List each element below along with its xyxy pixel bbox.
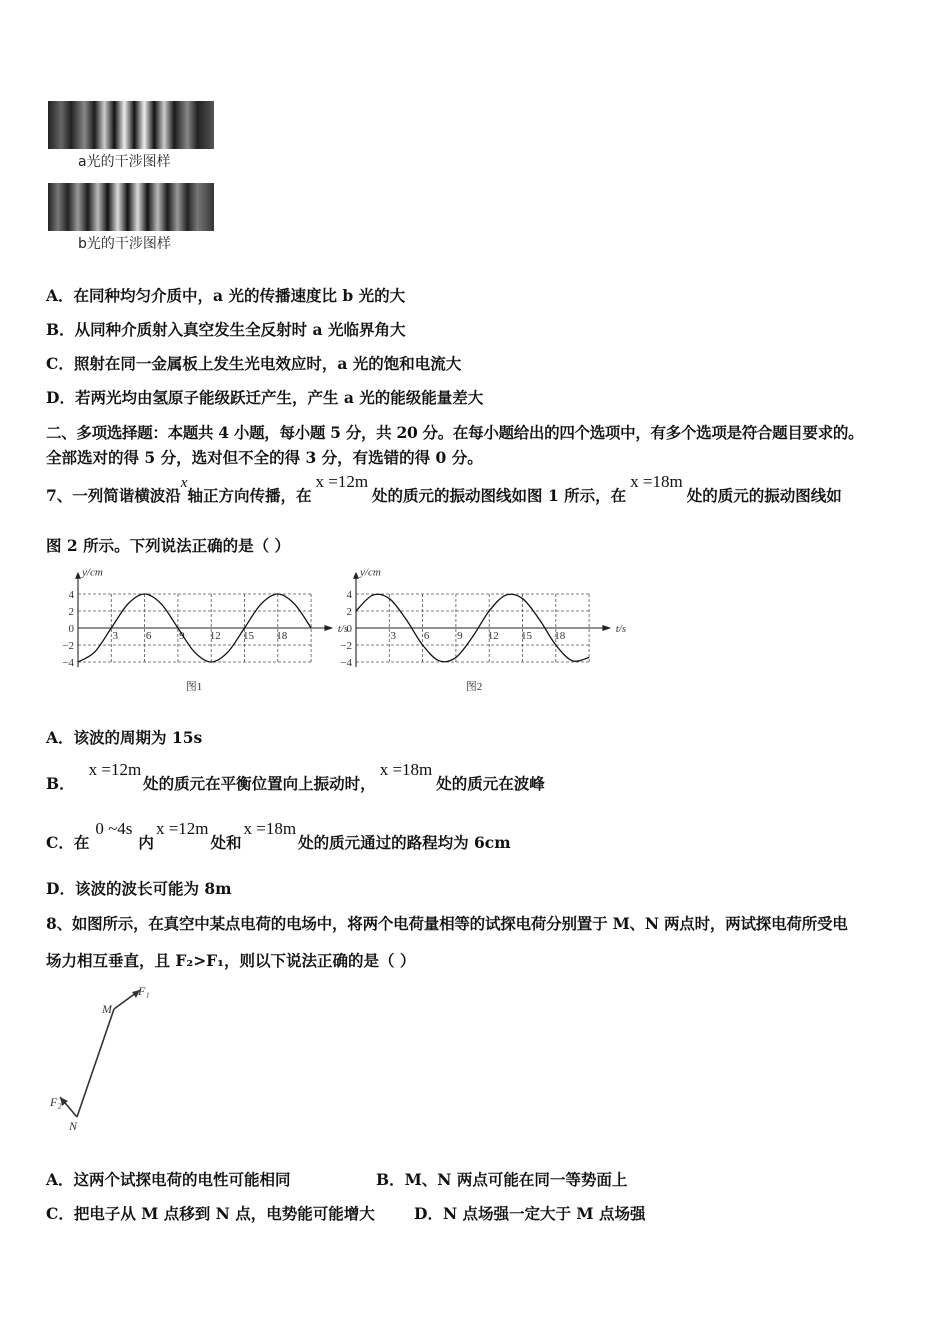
q8-option-c: C．把电子从 M 点移到 N 点，电势能可能增大 xyxy=(46,1204,375,1223)
q7-x-variable: x xyxy=(180,475,188,491)
x-tick-label: 12 xyxy=(209,630,221,642)
y-tick-label: 0 xyxy=(346,623,352,635)
f1-label: F₁ xyxy=(138,984,150,998)
q8-stem-line2: 场力相互垂直，且 F₂>F₁，则以下说法正确的是（ ） xyxy=(46,951,416,970)
y-tick-label: 4 xyxy=(346,589,352,601)
y-axis-label: y/cm xyxy=(360,566,381,579)
q6-option-b: B．从同种介质射入真空发生全反射时 a 光临界角大 xyxy=(46,320,406,339)
q8-field-figure xyxy=(44,980,174,1140)
q7-option-a: A．该波的周期为 15s xyxy=(46,728,203,747)
mn-line xyxy=(77,1009,114,1117)
x-tick-label: 3 xyxy=(112,630,119,642)
q7-option-c-in: 内 xyxy=(138,833,154,852)
y-axis-arrow xyxy=(353,572,359,579)
q7-option-c-x12: x =12m xyxy=(155,819,209,838)
x-tick-label: 12 xyxy=(487,630,499,642)
a-light-fringe-image xyxy=(48,101,214,149)
q8-option-b: B．M、N 两点可能在同一等势面上 xyxy=(376,1170,628,1189)
b-light-fringe-caption: b光的干涉图样 xyxy=(78,236,171,252)
y-tick-label: −4 xyxy=(62,657,74,669)
x-tick-label: 6 xyxy=(423,630,430,642)
q7-x18-formula: x =18m xyxy=(630,472,683,491)
q7-stem-part2: 轴正方向传播，在 xyxy=(187,486,312,505)
q7-option-c-range: 0 ~4s xyxy=(95,819,133,838)
q6-option-a: A．在同种均匀介质中，a 光的传播速度比 b 光的大 xyxy=(46,286,406,305)
y-axis-arrow xyxy=(75,572,81,579)
b-light-fringe-image xyxy=(48,183,214,231)
q7-option-b-label: B． xyxy=(46,774,75,793)
x-tick-label: 15 xyxy=(521,630,532,642)
figure-caption: 图1 xyxy=(185,681,203,693)
y-tick-label: −4 xyxy=(340,657,352,669)
y-tick-label: 2 xyxy=(68,606,74,618)
x-axis-arrow xyxy=(324,625,333,631)
y-tick-label: 4 xyxy=(68,589,74,601)
y-tick-label: 2 xyxy=(346,606,352,618)
a-light-fringe-caption: a光的干涉图样 xyxy=(78,154,171,170)
y-tick-label: −2 xyxy=(340,640,352,652)
point-n-label: N xyxy=(69,1119,78,1133)
q8-option-a: A．这两个试探电荷的电性可能相同 xyxy=(46,1170,291,1189)
q7-stem-part1: 7、一列简谐横波沿 xyxy=(46,486,181,505)
q7-option-b-end: 处的质元在波峰 xyxy=(436,774,545,793)
x-tick-label: 3 xyxy=(390,630,397,642)
q7-vibration-graphs xyxy=(44,562,644,702)
q7-option-c-and: 处和 xyxy=(210,833,242,852)
x-tick-label: 6 xyxy=(145,630,152,642)
x-axis-label: t/s xyxy=(615,623,627,635)
q7-option-c-label: C．在 xyxy=(46,833,90,852)
q7-option-c xyxy=(46,819,511,853)
y-axis-label: y/cm xyxy=(82,566,103,579)
q7-stem-part4: 处的质元的振动图线如 xyxy=(686,486,842,505)
figure-caption: 图2 xyxy=(465,681,483,693)
figure-1 xyxy=(62,566,348,693)
section2-heading-line2: 全部选对的得 5 分，选对但不全的得 3 分，有选错的得 0 分。 xyxy=(46,448,483,467)
q7-option-b xyxy=(46,760,545,794)
f2-label: F₂ xyxy=(50,1095,62,1109)
q7-option-b-x12: x =12m xyxy=(88,760,142,779)
x-tick-label: 18 xyxy=(276,630,288,642)
q7-option-c-end: 处的质元通过的路程均为 6cm xyxy=(298,833,511,852)
y-tick-label: −2 xyxy=(62,640,74,652)
q8-stem-line1: 8、如图所示，在真空中某点电荷的电场中，将两个电荷量相等的试探电荷分别置于 M、N 两点时，两试探电荷所受电 xyxy=(46,914,848,933)
x-tick-label: 15 xyxy=(243,630,254,642)
q7-stem-line1 xyxy=(46,472,842,507)
q7-stem-part3: 处的质元的振动图线如图 1 所示，在 xyxy=(372,486,627,505)
q7-x12-formula: x =12m xyxy=(315,472,369,491)
y-tick-label: 0 xyxy=(68,623,74,635)
x-axis-arrow xyxy=(602,625,611,631)
q6-option-d: D．若两光均由氢原子能级跃迁产生，产生 a 光的能级能量差大 xyxy=(46,388,484,407)
q7-stem-line2: 图 2 所示。下列说法正确的是（ ） xyxy=(46,536,290,555)
x-tick-label: 18 xyxy=(554,630,566,642)
x-tick-label: 9 xyxy=(457,630,463,642)
q8-option-d: D．N 点场强一定大于 M 点场强 xyxy=(414,1204,646,1223)
q7-option-d: D．该波的波长可能为 8m xyxy=(46,879,232,898)
x-axis-label: t/s xyxy=(337,623,349,635)
q7-option-b-mid: 处的质元在平衡位置向上振动时， xyxy=(143,774,376,793)
q7-option-b-x18: x =18m xyxy=(379,760,433,779)
section2-heading-line1: 二、多项选择题：本题共 4 小题，每小题 5 分，共 20 分。在每小题给出的四个选项中，有多个选项是符合题目要求的。 xyxy=(46,423,864,442)
q6-option-c: C．照射在同一金属板上发生光电效应时，a 光的饱和电流大 xyxy=(46,354,462,373)
x-tick-label: 9 xyxy=(179,630,185,642)
figure-2 xyxy=(337,566,627,693)
point-m-label: M xyxy=(102,1002,112,1016)
q7-option-c-x18: x =18m xyxy=(243,819,297,838)
